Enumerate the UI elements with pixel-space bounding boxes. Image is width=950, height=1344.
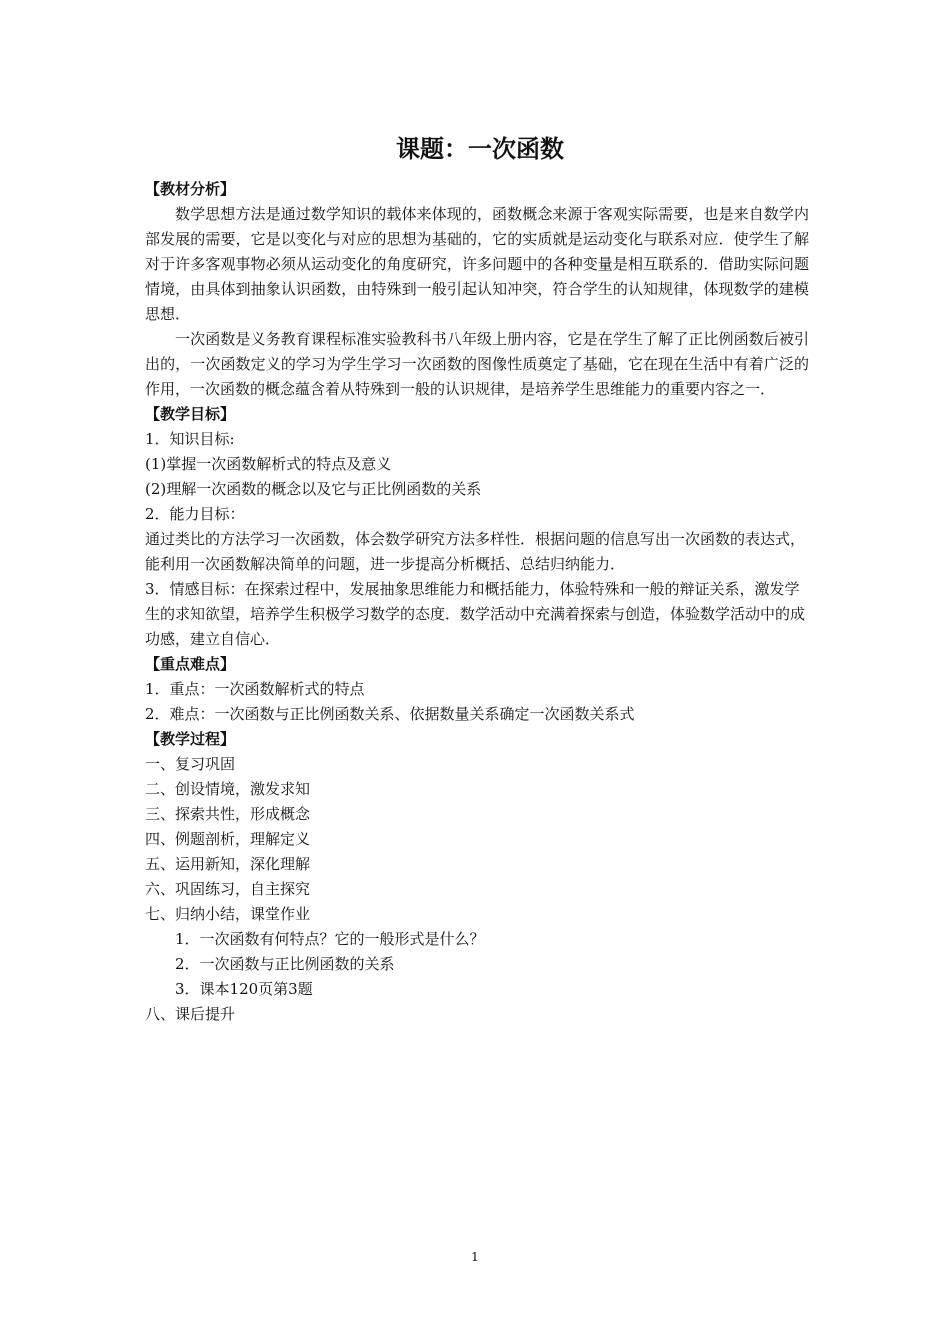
- paragraph: 数学思想方法是通过数学知识的载体来体现的，函数概念来源于客观实际需要，也是来自数学内部发展的需要，它是以变化与对应的思想为基础的，它的实质就是运动变化与联系对应．使学生了解对于许多客观事物必须从运动变化的角度研究，许多问题中的各种变量是相互联系的．借助实际问题情境，由具体到抽象认识函数，由特殊到一般引起认知冲突，符合学生的认知规律，体现数学的建模思想．: [145, 205, 809, 323]
- process-sub-item: 1．一次函数有何特点？它的一般形式是什么？: [175, 930, 485, 948]
- paragraph: 一次函数是义务教育课程标准实验教科书八年级上册内容，它是在学生了解了正比例函数后被引出的，一次函数定义的学习为学生学习一次函数的图像性质奠定了基础，它在现在生活中有着广泛的作用，一次函数的概念蕴含着从特殊到一般的认识规律，是培养学生思维能力的重要内容之一．: [145, 330, 809, 398]
- goal-line: (2)理解一次函数的概念以及它与正比例函数的关系: [145, 480, 482, 498]
- key-point-line: 2．难点：一次函数与正比例函数关系、依据数量关系确定一次函数关系式: [145, 705, 635, 723]
- process-step: 二、创设情境，激发求知: [145, 780, 311, 798]
- goal-line: 1．知识目标:: [145, 430, 235, 448]
- goal-line: 2．能力目标：: [145, 505, 245, 523]
- page-number: 1: [471, 1250, 479, 1264]
- section-heading-key-points: 【重点难点】: [145, 655, 236, 673]
- process-step: 一、复习巩固: [145, 755, 236, 773]
- section-heading-material: 【教材分析】: [145, 180, 236, 198]
- goal-line: 通过类比的方法学习一次函数，体会数学研究方法多样性．根据问题的信息写出一次函数的表达式，能利用一次函数解决简单的问题，进一步提高分析概括、总结归纳能力．: [145, 530, 806, 573]
- process-step: 八、课后提升: [145, 1005, 236, 1023]
- process-sub-item: 3．课本120页第3题: [175, 980, 313, 998]
- page-title: 课题：一次函数: [396, 135, 564, 163]
- process-step: 四、例题剖析，理解定义: [145, 830, 311, 848]
- goal-line: (1)掌握一次函数解析式的特点及意义: [145, 455, 392, 473]
- section-heading-goals: 【教学目标】: [145, 405, 236, 423]
- process-step: 六、巩固练习，自主探究: [145, 880, 311, 898]
- key-point-line: 1．重点：一次函数解析式的特点: [145, 680, 365, 698]
- process-step: 三、探索共性，形成概念: [145, 805, 311, 823]
- process-step: 五、运用新知，深化理解: [145, 855, 311, 873]
- document-body: [145, 177, 809, 1027]
- goal-line: 3．情感目标：在探索过程中，发展抽象思维能力和概括能力，体验特殊和一般的辩证关系，激发学生的求知欲望，培养学生积极学习数学的态度．数学活动中充满着探索与创造，体验数学活动中的成功感，建立自信心．: [145, 580, 806, 648]
- section-heading-process: 【教学过程】: [145, 730, 236, 748]
- process-step: 七、归纳小结，课堂作业: [145, 905, 311, 923]
- process-sub-item: 2．一次函数与正比例函数的关系: [175, 955, 395, 973]
